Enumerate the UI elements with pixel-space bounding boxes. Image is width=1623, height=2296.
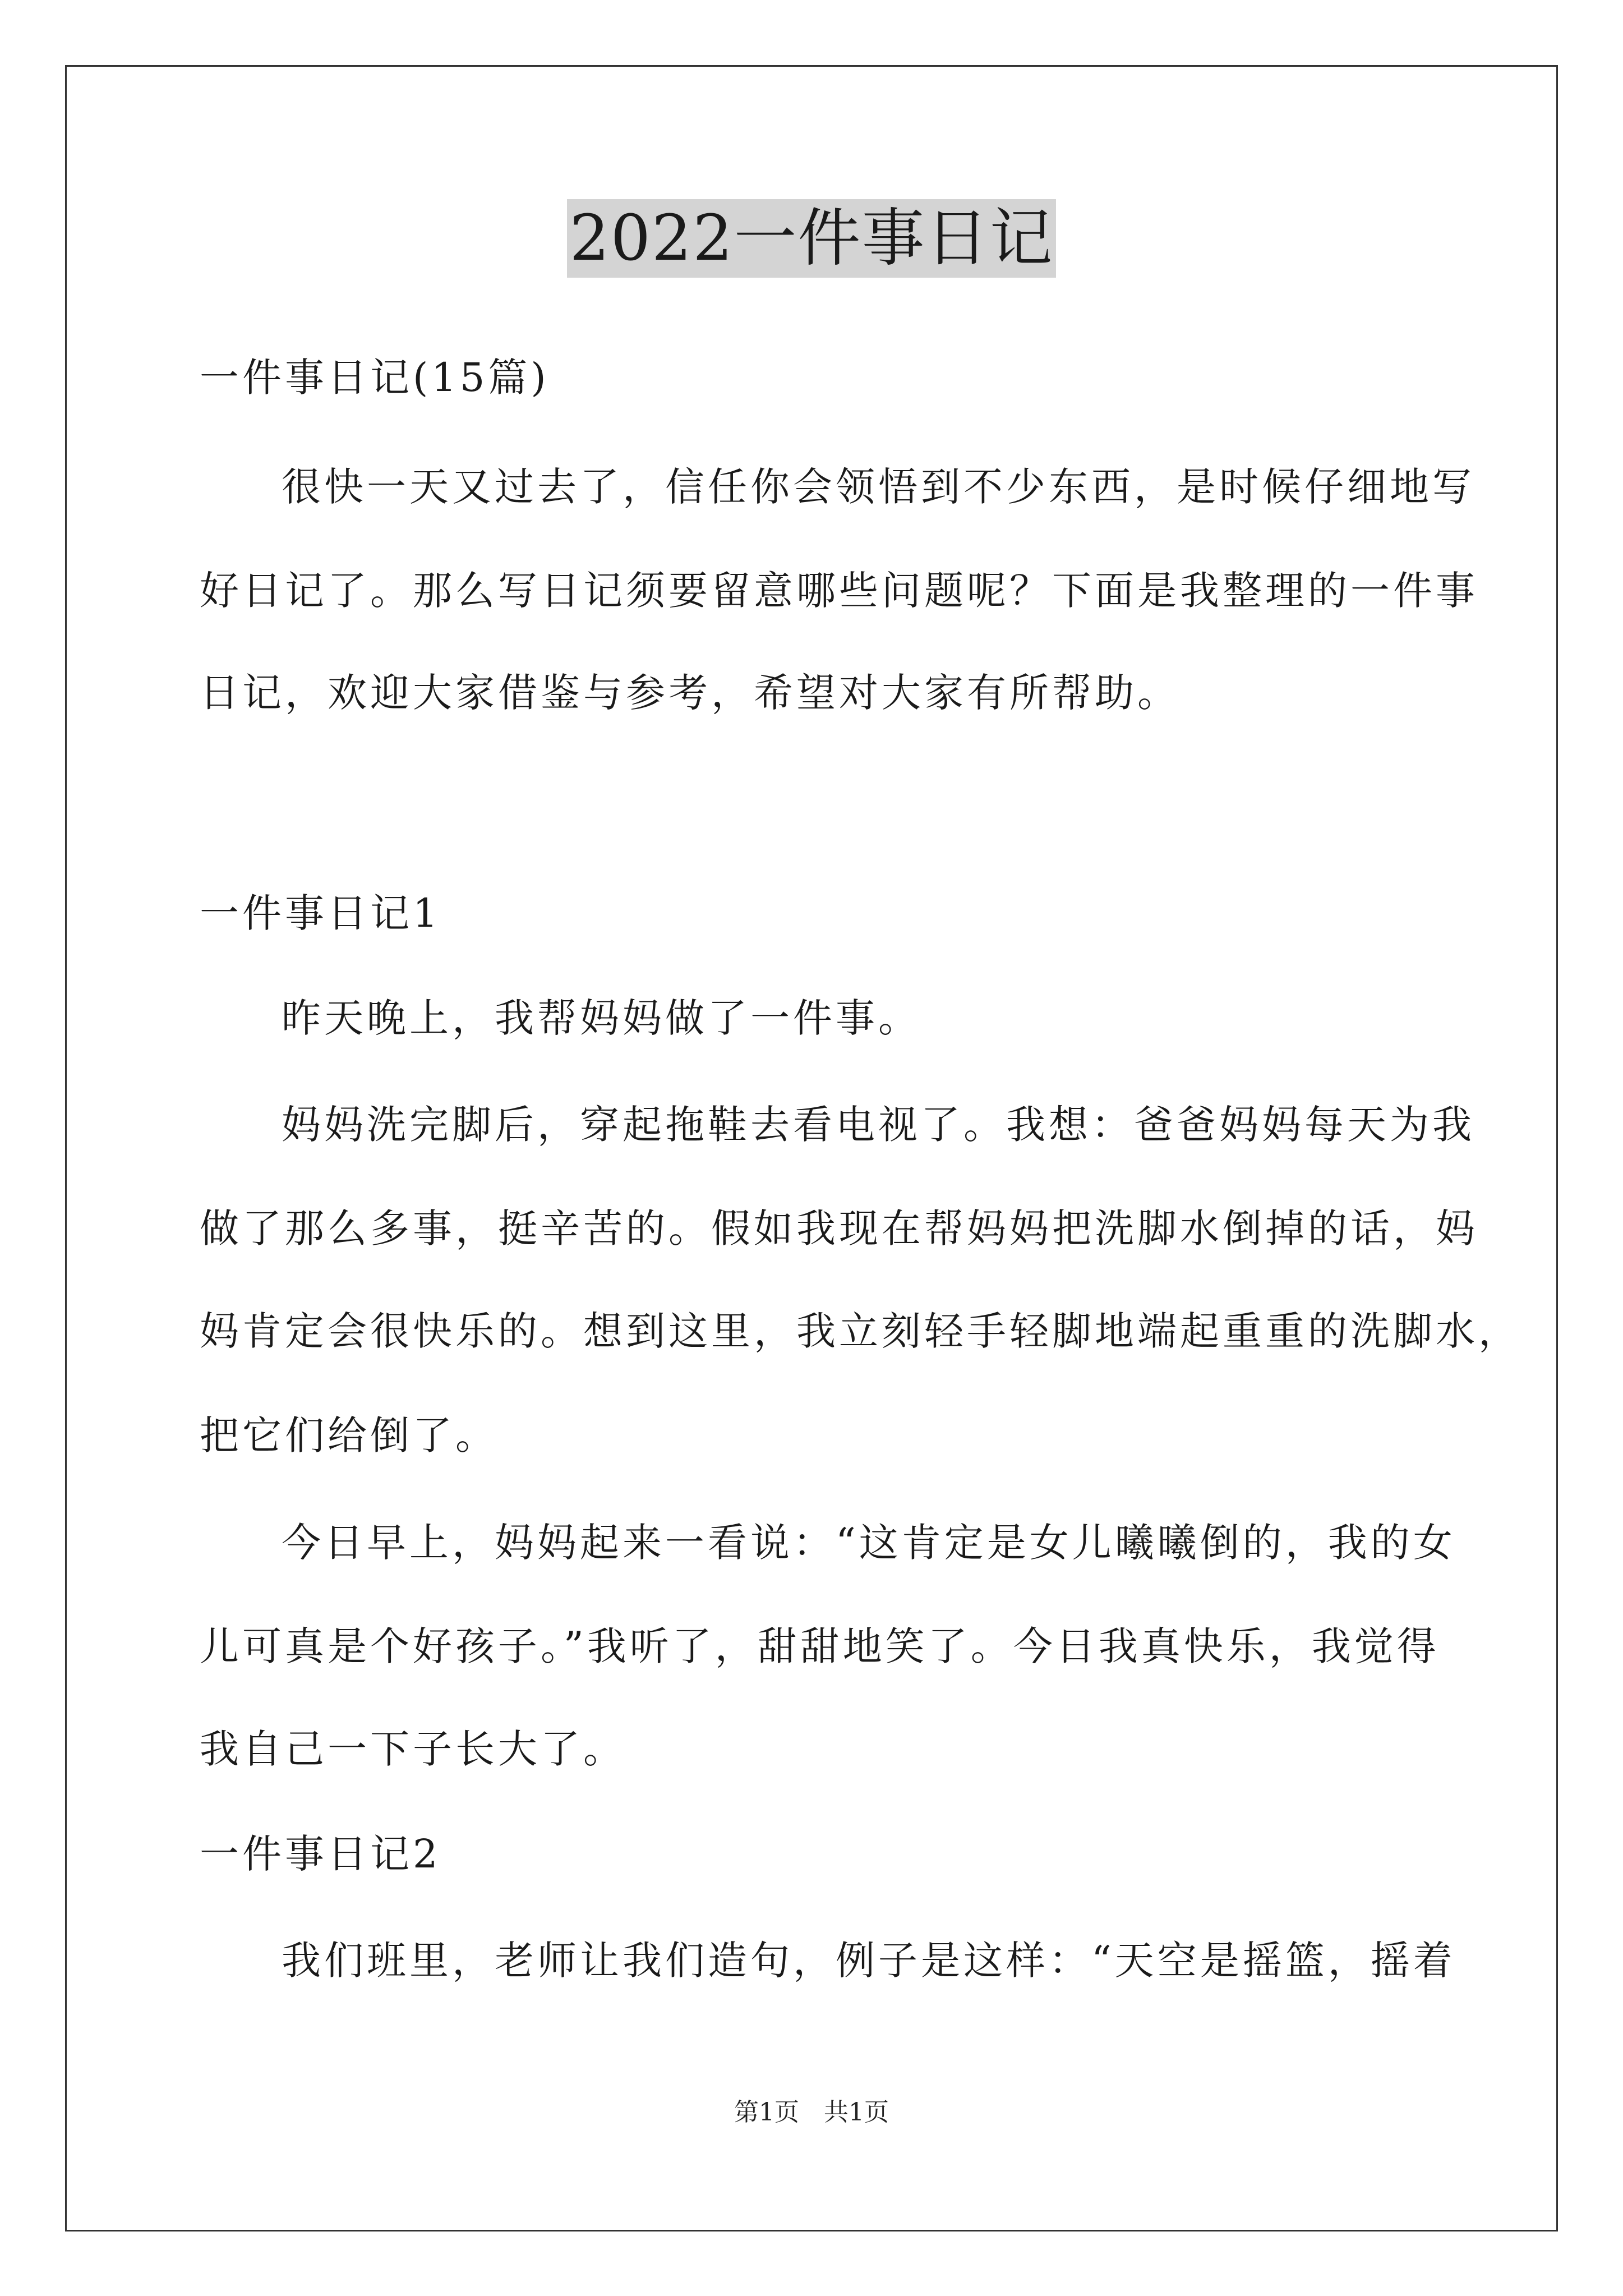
- document-subtitle: 一件事日记(15篇): [200, 355, 550, 401]
- document-title: 2022一件事日记: [567, 199, 1055, 278]
- entry1-line-6: 今日早上，妈妈起来一看说：“这肯定是女儿曦曦倒的，我的女: [282, 1520, 1456, 1566]
- entry1-line-1: 昨天晚上，我帮妈妈做了一件事。: [282, 995, 921, 1041]
- entry1-line-8: 我自己一下子长大了。: [200, 1726, 626, 1772]
- entry1-line-5: 把它们给倒了。: [200, 1412, 498, 1458]
- page-footer: 第1页 共1页: [734, 2098, 889, 2127]
- entry1-line-4: 妈肯定会很快乐的。想到这里，我立刻轻手轻脚地端起重重的洗脚水，: [200, 1308, 1521, 1354]
- title-container: [0, 199, 1623, 278]
- entry2-line-1: 我们班里，老师让我们造句，例子是这样：“天空是摇篮，摇着: [282, 1938, 1456, 1984]
- entry-heading-1: 一件事日记1: [200, 890, 441, 936]
- intro-line-2: 好日记了。那么写日记须要留意哪些问题呢？下面是我整理的一件事: [200, 568, 1478, 614]
- entry1-line-7: 儿可真是个好孩子。”我听了，甜甜地笑了。今日我真快乐，我觉得: [200, 1623, 1440, 1669]
- entry1-line-2: 妈妈洗完脚后，穿起拖鞋去看电视了。我想：爸爸妈妈每天为我: [282, 1102, 1475, 1148]
- entry-heading-2: 一件事日记2: [200, 1831, 441, 1877]
- entry1-line-3: 做了那么多事，挺辛苦的。假如我现在帮妈妈把洗脚水倒掉的话，妈: [200, 1205, 1478, 1251]
- intro-line-1: 很快一天又过去了，信任你会领悟到不少东西，是时候仔细地写: [282, 464, 1475, 510]
- intro-line-3: 日记，欢迎大家借鉴与参考，希望对大家有所帮助。: [200, 670, 1180, 716]
